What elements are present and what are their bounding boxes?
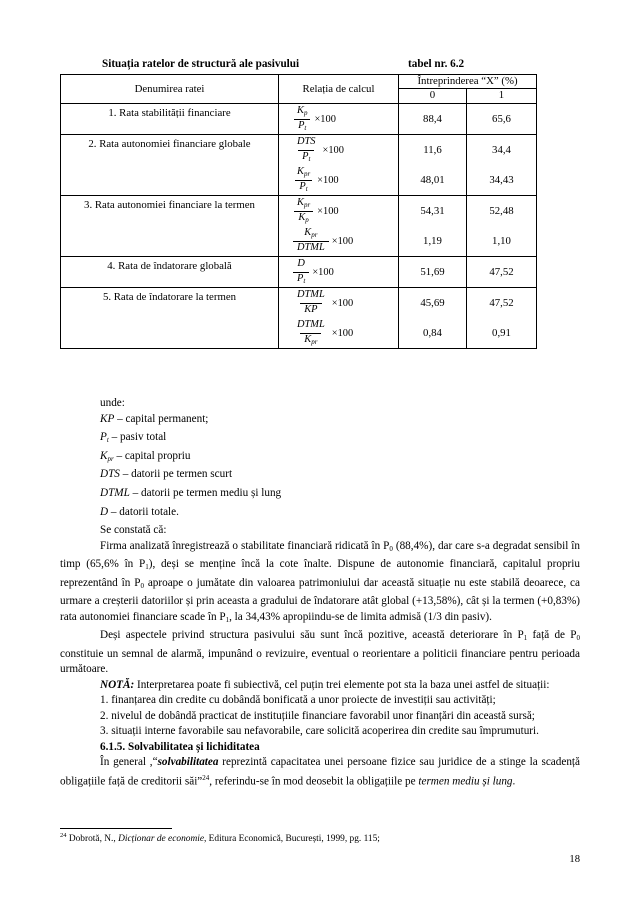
formula-denominator: DTML [293, 241, 329, 256]
legend-intro: unde: [100, 397, 125, 409]
table-row [61, 196, 537, 257]
note-label: NOTĂ: [100, 678, 135, 691]
formula-denominator: $K_{pr}$ [300, 333, 321, 348]
formula-line [293, 135, 398, 165]
term-solvabilitatea: solvabilitatea [157, 756, 219, 769]
formula-numerator: DTML [297, 318, 325, 330]
value-cell: 47,52 [489, 297, 514, 309]
legend-description: – datorii pe termen mediu și lung [129, 486, 282, 499]
formula-denominator: $P_t$ [295, 180, 311, 195]
value-cell: 0,91 [492, 327, 511, 339]
formula-fraction [293, 227, 353, 256]
value-period-0 [399, 257, 467, 288]
note-paragraph: NOTĂ: Interpretarea poate fi subiectivă, cel puțin trei elemente pot sta la baza unei astfel de situații: [100, 678, 550, 691]
ratio-name: 1. Rata stabilității financiare [61, 104, 279, 135]
formula-multiplier: ×100 [331, 327, 354, 339]
paragraph-3: În general ,“solvabilitatea reprezintă capacitatea unei persoane fizice sau juridice de a stinge la scadență obligațiile față de creditorii săi”$^{24}$, referindu-se în mod deosebit la obligațiile pe termen mediu și lung. [60, 756, 580, 788]
value-cell: 1,10 [492, 235, 511, 247]
formula-line [293, 196, 398, 226]
table-row [61, 135, 537, 196]
table-row [61, 288, 537, 349]
formula-fraction [293, 197, 339, 226]
formula-line [293, 226, 398, 256]
value-period-0 [399, 104, 467, 135]
formula-numerator: $K_{pr}$ [304, 226, 318, 239]
formula-numerator: DTS [297, 135, 316, 147]
formula-multiplier: ×100 [314, 113, 336, 125]
legend-description: – capital propriu [113, 449, 191, 462]
formula-denominator: $P_t$ [293, 272, 309, 287]
formula-cell [279, 288, 399, 349]
value-cell: 34,43 [489, 174, 514, 186]
formula-cell [279, 257, 399, 288]
body-text [60, 396, 580, 790]
value-period-1 [467, 257, 537, 288]
note-item-1: 1. finanțarea din credite cu dobândă bonificată a unor proiecte de investiții sau activități; [100, 694, 496, 707]
formula-cell [279, 135, 399, 196]
header-company: Întreprinderea “X” (%) [399, 75, 537, 89]
value-cell: 65,6 [492, 113, 511, 125]
ratio-name: 2. Rata autonomiei financiare globale [61, 135, 279, 196]
formula-multiplier: ×100 [331, 297, 354, 309]
note-item-3: 3. situații interne favorabile sau nefavorabile, care solicită acoperirea din credite sau împrumuturi. [100, 725, 539, 738]
value-cell: 54,31 [420, 205, 445, 217]
value-cell: 51,69 [420, 266, 445, 278]
value-cell: 34,4 [492, 144, 511, 156]
formula-fraction [293, 105, 336, 134]
observation-line: Se constată că: [100, 524, 167, 537]
formula-fraction [293, 258, 334, 287]
legend-item: $P_t$ – pasiv total [100, 431, 167, 445]
header-formula: Relația de calcul [279, 75, 399, 104]
legend-symbol: DTML [100, 486, 130, 499]
section-heading: 6.1.5. Solvabilitatea și lichiditatea [100, 740, 260, 753]
formula-line [293, 257, 398, 287]
formula-multiplier: ×100 [331, 235, 354, 247]
formula-fraction [293, 166, 339, 195]
table-number: tabel nr. 6.2 [408, 58, 465, 70]
note-item-2: 2. nivelul de dobândă practicat de instituțiile financiare favorabil unor finanțări din această sursă; [100, 709, 535, 722]
formula-multiplier: ×100 [312, 266, 334, 278]
formula-denominator: $P_t$ [298, 150, 314, 165]
table-title: Situația ratelor de structură ale pasivului [102, 58, 300, 70]
legend [60, 396, 580, 523]
legend-items [100, 412, 580, 524]
table-body [61, 104, 537, 349]
formula-fraction [293, 136, 344, 165]
value-period-1 [467, 288, 537, 349]
header-ratio-name: Denumirea ratei [61, 75, 279, 104]
formula-fraction [293, 289, 353, 318]
value-period-0 [399, 135, 467, 196]
value-cell: 0,84 [423, 327, 442, 339]
formula-numerator: $K_{pr}$ [297, 165, 311, 178]
legend-symbol: D [100, 505, 109, 518]
table-row [61, 257, 537, 288]
value-cell: 45,69 [420, 297, 445, 309]
formula-line [293, 104, 398, 134]
value-cell: 1,19 [423, 235, 442, 247]
formula-multiplier: ×100 [317, 174, 339, 186]
formula-denominator: $P_t$ [294, 119, 310, 134]
page-number: 18 [569, 854, 580, 865]
header-period-1: 1 [467, 89, 537, 104]
legend-symbol: P [100, 431, 107, 444]
legend-description: – pasiv total [108, 431, 167, 444]
formula-cell [279, 104, 399, 135]
ratio-name: 4. Rata de îndatorare globală [61, 257, 279, 288]
legend-description: – datorii pe termen scurt [119, 468, 233, 481]
value-cell: 52,48 [489, 205, 514, 217]
formula-denominator: KP [300, 303, 321, 318]
formula-line [293, 165, 398, 195]
value-period-1 [467, 135, 537, 196]
value-period-0 [399, 196, 467, 257]
formula-line [293, 318, 398, 348]
formula-numerator: DTML [297, 288, 325, 300]
value-cell: 11,6 [423, 144, 442, 156]
ratio-name: 3. Rata autonomiei financiare la termen [61, 196, 279, 257]
legend-item [100, 467, 580, 486]
formula-numerator: $K_{pr}$ [297, 196, 311, 209]
value-cell: 88,4 [423, 113, 442, 125]
formula-denominator: $K_p$ [294, 211, 312, 226]
value-cell: 47,52 [489, 266, 514, 278]
paragraph-1: Firma analizată înregistrează o stabilitate financiară ridicată în $P_0$ (88,4%), dar care s-a degradat sensibil în timp (65,6% în $P_1$), deși se menține încă la cote înalte. Dispune de autonomie financiară, capitalul propriu reprezentând în $P_0$ aproape o jumătate din valoarea patrimoniului dar această situație nu este stabilă deoarece, ca urmare a creșterii datoriilor și prin aceasta a gradului de îndatorare atât global (+13,58%), cât și la termen (+0,83%) rata autonomiei financiare scade în $P_1$, la 34,43% apropiindu-se de limita admisă (1/3 din pasiv). [60, 539, 581, 624]
legend-symbol: KP [100, 412, 115, 425]
legend-description: – datorii totale. [108, 505, 179, 518]
legend-symbol: DTS [100, 468, 120, 481]
formula-multiplier: ×100 [317, 205, 339, 217]
footnote: $^{24}$ Dobrotă, N., Dicționar de economie, Editura Economică, București, 1999, pg. 115; [60, 832, 380, 845]
value-cell: 48,01 [420, 174, 445, 186]
table-row [61, 104, 537, 135]
value-period-0 [399, 288, 467, 349]
legend-item [100, 505, 580, 524]
legend-description: – capital permanent; [114, 412, 209, 425]
value-period-1 [467, 104, 537, 135]
paragraph-2: Deși aspectele privind structura pasivului său sunt încă pozitive, această deteriorare în $P_1$ față de $P_0$ constituie un semnal de alarmă, impunând o revizuire, eventual o reorientare a politicii financiare pentru perioada următoare. [60, 629, 580, 676]
formula-line [293, 288, 398, 318]
formula-cell [279, 196, 399, 257]
legend-item [100, 486, 580, 505]
formula-numerator: D [297, 257, 305, 269]
formula-multiplier: ×100 [322, 144, 344, 156]
formula-numerator: $K_p$ [297, 104, 308, 117]
value-period-1 [467, 196, 537, 257]
formula-fraction [293, 319, 353, 348]
legend-item: $K_{pr}$ – capital propriu [100, 449, 191, 463]
legend-symbol: K [100, 449, 108, 462]
legend-item [100, 412, 580, 431]
header-period-0: 0 [399, 89, 467, 104]
ratio-name: 5. Rata de îndatorare la termen [61, 288, 279, 349]
structure-ratios-table [60, 74, 537, 349]
footnote-ref: 24 [202, 773, 210, 782]
footnote-divider [60, 828, 172, 829]
